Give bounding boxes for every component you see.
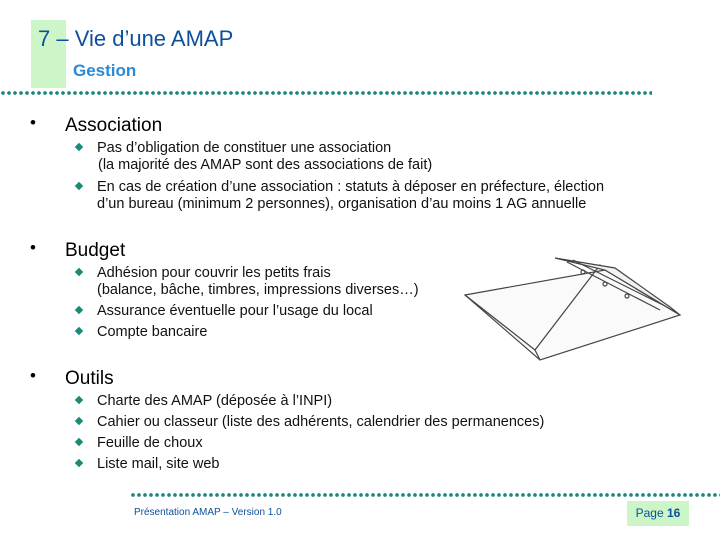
- diamond-bullet-icon: [75, 438, 83, 446]
- bullet-icon: •: [30, 113, 36, 132]
- diamond-bullet-icon: [75, 143, 83, 151]
- bullet-icon: •: [30, 366, 36, 385]
- divider-top: [0, 91, 652, 95]
- diamond-bullet-icon: [75, 459, 83, 467]
- diamond-bullet-icon: [75, 396, 83, 404]
- page-number-box: Page 16: [627, 501, 689, 526]
- diamond-bullet-icon: [75, 327, 83, 335]
- binder-illustration: [455, 250, 685, 365]
- page-number: 16: [667, 506, 681, 520]
- diamond-bullet-icon: [75, 182, 83, 190]
- footer-text: Présentation AMAP – Version 1.0: [134, 507, 282, 518]
- diamond-bullet-icon: [75, 268, 83, 276]
- divider-bottom: [130, 493, 720, 497]
- page-title: 7 – Vie d’une AMAP: [38, 26, 234, 51]
- diamond-bullet-icon: [75, 306, 83, 314]
- bullet-icon: •: [30, 238, 36, 257]
- diamond-bullet-icon: [75, 417, 83, 425]
- page-subtitle: Gestion: [73, 61, 137, 80]
